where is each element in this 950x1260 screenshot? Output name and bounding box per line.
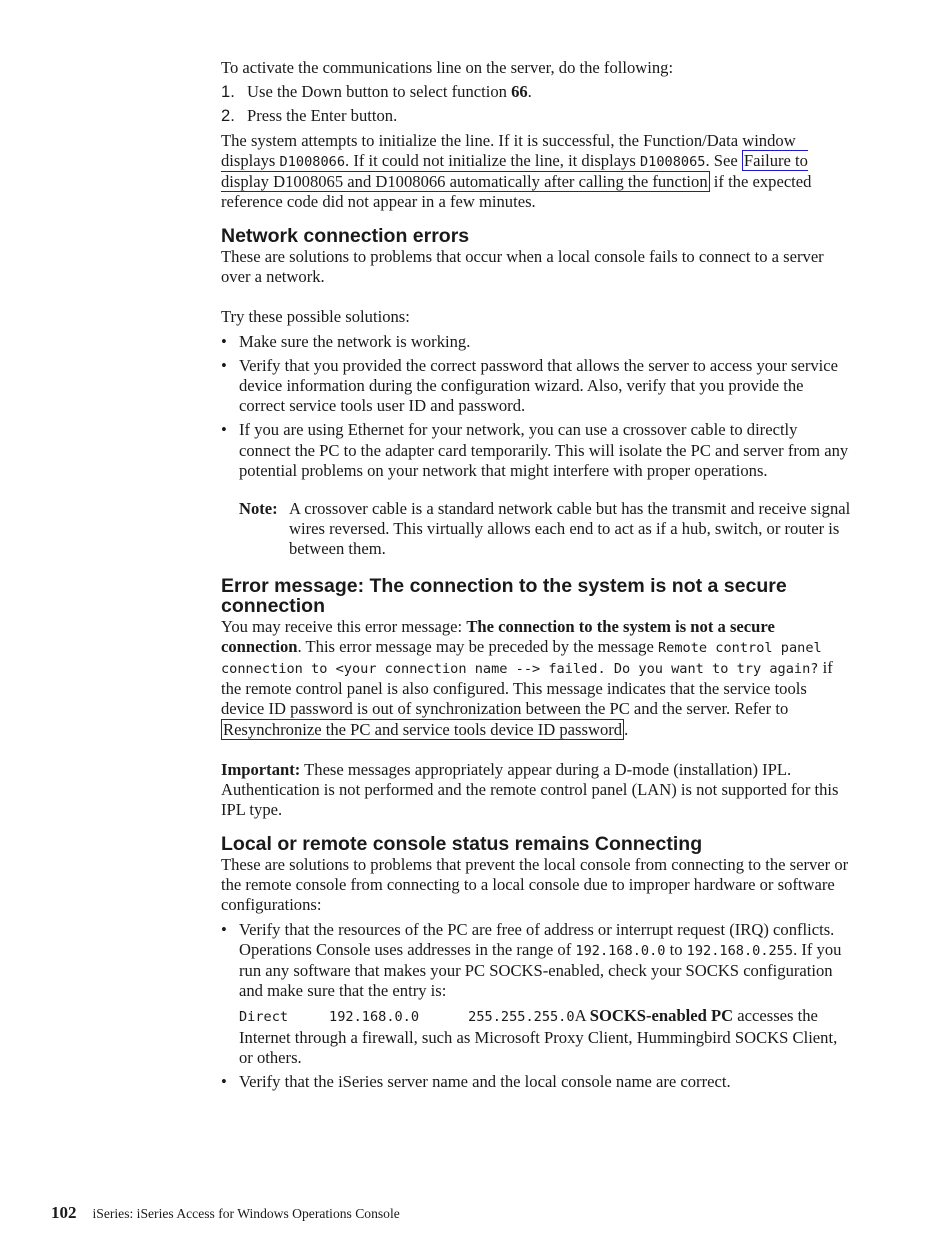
- function-number: 66: [511, 82, 528, 102]
- failure-display-link[interactable]: Failure to display D1008065 and D1008066 automatically after calling the function: [221, 150, 808, 192]
- text: to: [665, 939, 687, 959]
- network-solutions-list: [221, 332, 853, 481]
- bullet-icon: •: [221, 1071, 227, 1091]
- network-description: These are solutions to problems that occur when a local console fails to connect to a server over a network.: [221, 246, 824, 287]
- note-text: A crossover cable is a standard network cable but has the transmit and receive signal wires reversed. This virtually allows each end to act as if a hub, switch, or router is between them.: [289, 498, 851, 559]
- result-paragraph: [221, 131, 853, 213]
- list-item-text: If you are using Ethernet for your network, you can use a crossover cable to directly connect the PC to the adapter card temporarily. This will isolate the PC and server from any potential problems on your network that might interfere with proper operations.: [239, 420, 849, 480]
- intro-lead: To activate the communications line on the server, do the following:: [221, 58, 674, 77]
- bullet-icon: •: [221, 355, 227, 375]
- important-label: Important:: [221, 759, 301, 779]
- text: accesses the Internet through a firewall, such as Microsoft Proxy Client, Hummingbird SOCKS Client, or others.: [239, 1006, 838, 1067]
- note-label: Note:: [239, 498, 278, 518]
- text: if the remote control panel is also configured. This message indicates that the service tools device ID password is out of synchronization between the PC and the server. Refer to: [221, 657, 833, 719]
- text: You may receive this error message:: [221, 616, 467, 636]
- resynchronize-link[interactable]: Resynchronize the PC and service tools device ID password: [223, 719, 623, 739]
- text: . See: [705, 150, 742, 170]
- step-text: Press the Enter button.: [247, 106, 398, 126]
- code-d1008065: D1008065: [639, 153, 706, 170]
- list-item-text: Make sure the network is working.: [239, 331, 471, 351]
- list-item: [221, 920, 853, 1068]
- local-solutions-list: [221, 920, 853, 1093]
- page-number: 102: [51, 1203, 77, 1222]
- local-heading: Local or remote console status remains Connecting: [221, 833, 703, 856]
- code-ip-start: 192.168.0.0: [575, 942, 666, 959]
- bullet-icon: •: [221, 919, 227, 939]
- list-item: [221, 420, 853, 481]
- step-text-end: .: [527, 82, 532, 102]
- socks-entry: [239, 1006, 853, 1068]
- step-2: [221, 106, 853, 126]
- step-1: [221, 82, 853, 102]
- note-block: [239, 499, 853, 560]
- text: . If you run any software that makes your PC SOCKS-enabled, check your SOCKS configuration and make sure that the entry is:: [239, 939, 842, 1001]
- step-number: 1.: [221, 82, 235, 102]
- important-text: These messages appropriately appear during a D-mode (installation) IPL. Authentication is not performed and the remote control panel (LAN) is not supported for this IPL type.: [221, 759, 839, 820]
- secure-paragraph: [221, 617, 853, 740]
- local-description: These are solutions to problems that prevent the local console from connecting to the server or the remote console from connecting to a local console due to improper hardware or software configurations:: [221, 854, 849, 915]
- code-ip-end: 192.168.0.255: [686, 942, 794, 959]
- bullet-icon: •: [221, 420, 227, 440]
- list-item: [221, 332, 853, 352]
- bullet-icon: •: [221, 331, 227, 351]
- list-item-text: Verify that the iSeries server name and the local console name are correct.: [239, 1071, 731, 1091]
- text: . If it could not initialize the line, it displays: [345, 150, 640, 170]
- list-item: [221, 1072, 853, 1092]
- code-remote-control-message: Remote control panel connection to <your connection name --> failed. Do you want to try again?: [221, 639, 822, 677]
- important-paragraph: [221, 760, 853, 821]
- code-socks-entry: Direct 192.168.0.0 255.255.255.0: [239, 1009, 575, 1026]
- list-item-text: Verify that the resources of the PC are free of address or interrupt request (IRQ) conflicts. Operations Console uses addresses in the range of: [239, 919, 835, 959]
- steps-list: [221, 82, 853, 126]
- text: .: [624, 719, 629, 739]
- text: . This error message may be preceded by the message: [297, 636, 658, 656]
- socks-enabled-bold: SOCKS-enabled PC: [589, 1006, 734, 1026]
- step-number: 2.: [221, 106, 235, 126]
- code-d1008066: D1008066: [279, 153, 346, 170]
- footer-title: iSeries: iSeries Access for Windows Operations Console: [92, 1206, 400, 1221]
- error-message-bold: The connection to the system is not a secure connection: [221, 616, 775, 656]
- secure-heading: Error message: The connection to the system is not a secure connection: [221, 574, 787, 618]
- list-item-text: Verify that you provided the correct password that allows the server to access your service device information during the configuration wizard. Also, verify that you provide the correct service tools user ID and password.: [239, 355, 839, 416]
- page-content: [221, 58, 853, 1096]
- text: A: [574, 1006, 590, 1026]
- network-heading: Network connection errors: [221, 225, 470, 248]
- try-solutions: Try these possible solutions:: [221, 307, 410, 327]
- page-footer: [51, 1203, 400, 1223]
- text: The system attempts to initialize the line. If it is successful, the Function/Data window displays: [221, 130, 796, 170]
- list-item: [221, 356, 853, 417]
- text: if the expected reference code did not appear in a few minutes.: [221, 172, 812, 212]
- step-text: Use the Down button to select function: [247, 82, 512, 102]
